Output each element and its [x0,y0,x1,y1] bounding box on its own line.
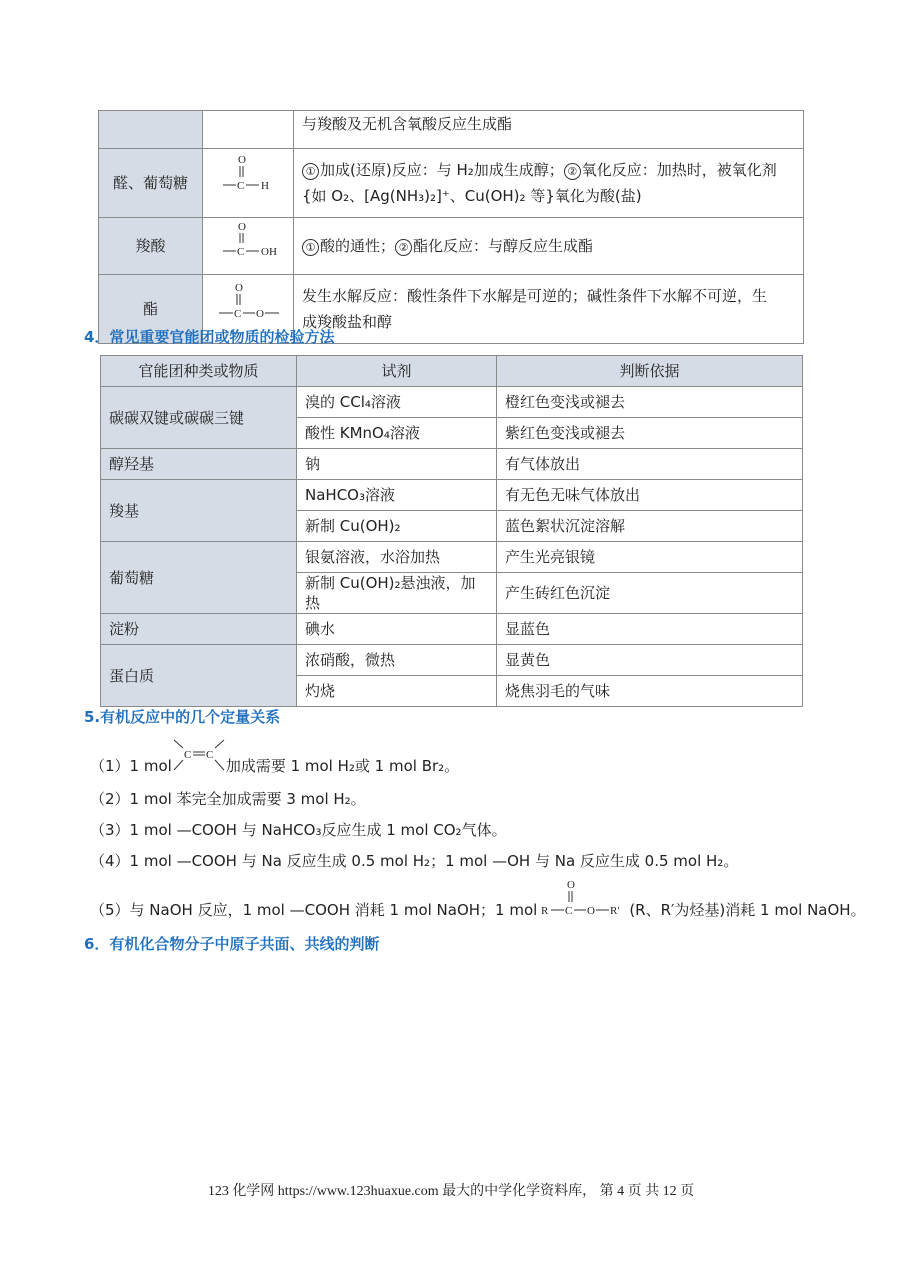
group-cell: 醇羟基 [101,449,297,480]
svg-text:O: O [567,879,576,891]
table-row [101,542,803,573]
svg-text:H: H [261,180,269,192]
table-row [101,645,803,676]
reagent-cell: 新制 Cu(OH)₂悬浊液，加热 [297,573,497,614]
property-cell: 与羧酸及无机含氧酸反应生成酯 [294,111,804,149]
group-name-cell [99,111,203,149]
basis-cell: 有气体放出 [497,449,803,480]
svg-text:O: O [587,905,596,917]
table-row [101,387,803,418]
group-name-cell: 羧酸 [99,218,203,275]
basis-cell: 橙红色变浅或褪去 [497,387,803,418]
svg-text:O: O [256,308,264,320]
section-heading: 4．常见重要官能团或物质的检验方法 [84,328,335,346]
table-row [99,149,804,218]
property-cell: 发生水解反应：酸性条件下水解是可逆的；碱性条件下水解不可逆，生 成羧酸盐和醇 [294,275,804,344]
basis-cell: 显黄色 [497,645,803,676]
reagent-cell: NaHCO₃溶液 [297,480,497,511]
property-cell: ① 加成(还原)反应：与 H₂加成生成醇； ② 氧化反应：加热时，被氧化剂 {如 O₂、[Ag(NH₃)₂]⁺、Cu(OH)₂ 等}氧化为酸(盐) [294,149,804,218]
column-header: 判断依据 [497,356,803,387]
group-cell: 羧基 [101,480,297,542]
svg-text:R′: R′ [610,905,621,917]
relation-item-3: （3）1 mol —COOH 与 NaHCO₃反应生成 1 mol CO₂气体。 [90,821,507,839]
functional-group-table [98,110,804,344]
reagent-cell: 浓硝酸，微热 [297,645,497,676]
section-heading: 5.有机反应中的几个定量关系 [84,708,281,726]
aldehyde-structure-diagram [203,149,293,209]
svg-text:O: O [238,154,246,166]
detection-methods-table [100,355,803,707]
svg-text:C: C [565,905,573,917]
svg-text:O: O [238,221,246,233]
svg-text:O: O [235,282,243,294]
reagent-cell: 酸性 KMnO₄溶液 [297,418,497,449]
group-cell: 蛋白质 [101,645,297,707]
group-name-cell: 醛、葡萄糖 [99,149,203,218]
reagent-cell: 银氨溶液，水浴加热 [297,542,497,573]
relation-item-4: （4）1 mol —COOH 与 Na 反应生成 0.5 mol H₂；1 mol —OH 与 Na 反应生成 0.5 mol H₂。 [90,852,739,870]
basis-cell: 烧焦羽毛的气味 [497,676,803,707]
aldehyde-structure [203,149,294,218]
reagent-cell: 新制 Cu(OH)₂ [297,511,497,542]
basis-cell: 显蓝色 [497,614,803,645]
basis-cell: 蓝色絮状沉淀溶解 [497,511,803,542]
structure-cell [203,111,294,149]
svg-text:R: R [541,905,549,917]
svg-text:C: C [237,180,245,192]
relation-item-1: （1）1 mol C C 加成需要 1 mol H₂或 1 mol Br₂。 [90,732,459,776]
alkene-structure-diagram [172,734,226,776]
carboxylic-acid-structure-diagram [203,218,293,266]
table-row [101,614,803,645]
group-name-cell: 酯 [99,275,203,344]
table-row [101,449,803,480]
reagent-cell: 灼烧 [297,676,497,707]
column-header: 官能团种类或物质 [101,356,297,387]
svg-text:C: C [237,246,245,258]
reagent-cell: 碘水 [297,614,497,645]
basis-cell: 产生光亮银镜 [497,542,803,573]
group-cell: 淀粉 [101,614,297,645]
table-header-row [101,356,803,387]
carboxyl-structure [203,218,294,275]
svg-text:C: C [183,749,192,761]
table-row [99,218,804,275]
reagent-cell: 溴的 CCl₄溶液 [297,387,497,418]
section-heading: 6．有机化合物分子中原子共面、共线的判断 [84,935,380,953]
group-cell: 碳碳双键或碳碳三键 [101,387,297,449]
ester-inline-structure-diagram [537,876,629,920]
table-row [101,480,803,511]
page-footer: 123 化学网 https://www.123huaxue.com 最大的中学化学资料库， 第 4 页 共 12 页 [207,1184,695,1199]
basis-cell: 有无色无味气体放出 [497,480,803,511]
column-header: 试剂 [297,356,497,387]
svg-text:C: C [234,308,242,320]
table-row [99,111,804,149]
basis-cell: 产生砖红色沉淀 [497,573,803,614]
svg-text:C: C [205,749,214,761]
reagent-cell: 钠 [297,449,497,480]
group-cell: 葡萄糖 [101,542,297,614]
basis-cell: 紫红色变浅或褪去 [497,418,803,449]
svg-text:OH: OH [261,246,277,258]
property-cell: ① 酸的通性； ② 酯化反应：与醇反应生成酯 [294,218,804,275]
relation-item-2: （2）1 mol 苯完全加成需要 3 mol H₂。 [90,790,366,808]
relation-item-5: （5）与 NaOH 反应，1 mol —COOH 消耗 1 mol NaOH；1 mol O R C O R′ (R、R′为烃基)消耗 1 mol NaOH。 [90,876,866,920]
